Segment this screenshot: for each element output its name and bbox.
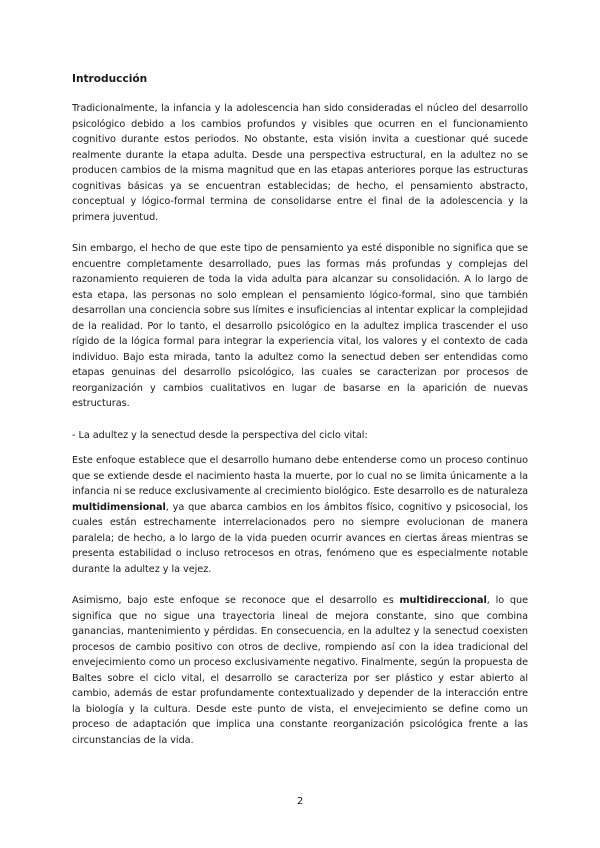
term-multidireccional: multidireccional [399, 595, 487, 606]
paragraph-3-text-b: , ya que abarca cambios en los ámbitos físico, cognitivo y psicosocial, los cuales están estrechamente interrelacionados pero no siempre evolucionan de manera paralela; de hecho, a lo largo de la vida pueden ocurrir avances en ciertas áreas mientras se presenta estabilidad o incluso retrocesos en otras, fenómeno que es especialmente notable durante la adultez y la vejez. [72, 501, 528, 575]
term-multidimensional: multidimensional [72, 501, 166, 513]
paragraph-4 [72, 593, 528, 748]
paragraph-4-text-a: Asimismo, bajo este enfoque se reconoce que el desarrollo es [72, 595, 400, 606]
page-body [72, 72, 528, 764]
paragraph-1: Tradicionalmente, la infancia y la adolescencia han sido consideradas el núcleo del desarrollo psicológico debido a los cambios profundos y visibles que ocurren en el funcionamiento cognitivo durante estos periodos. No obstante, esta visión invita a cuestionar qué sucede realmente durante la etapa adulta. Desde una perspectiva estructural, en la adultez no se producen cambios de la misma magnitud que en las etapas anteriores porque las estructuras cognitivas básicas ya se encuentran establecidas; de hecho, el pensamiento abstracto, conceptual y lógico-formal termina de consolidarse entre el final de la adolescencia y la primera juventud. [72, 103, 528, 223]
paragraph-2: Sin embargo, el hecho de que este tipo de pensamiento ya esté disponible no significa que se encuentre completamente desarrollado, pues las formas más profundas y complejas del razonamiento requieren de toda la vida adulta para alcanzar su consolidación. A lo largo de esta etapa, las personas no solo emplean el pensamiento lógico-formal, sino que también desarrollan una conciencia sobre sus límites e insuficiencias al intentar explicar la complejidad de la realidad. Por lo tanto, el desarrollo psicológico en la adultez implica trascender el uso rígido de la lógica formal para integrar la experiencia vital, los valores y el contexto de cada individuo. Bajo esta mirada, tanto la adultez como la senectud deben ser entendidas como etapas genuinas del desarrollo psicológico, las cuales se caracterizan por procesos de reorganización y cambios cualitativos en lugar de basarse en la aparición de nuevas estructuras. [72, 243, 528, 409]
paragraph-3 [72, 453, 528, 577]
paragraph-3-text-a: Este enfoque establece que el desarrollo humano debe entenderse como un proceso continuo que se extiende desde el nacimiento hasta la muerte, por lo cual no se limita únicamente a la infancia ni se reduce exclusivamente al crecimiento biológico. Este desarrollo es de naturaleza [72, 455, 528, 497]
page-number: 2 [296, 796, 304, 807]
subheading: - La adultez y la senectud desde la perspectiva del ciclo vital: [72, 429, 368, 441]
section-heading: Introducción [72, 73, 148, 85]
paragraph-4-text-b: , lo que significa que no sigue una trayectoria lineal de mejora constante, sino que combina ganancias, mantenimiento y pérdidas. En consecuencia, en la adultez y la senectud coexisten procesos de cambio positivo con otros de declive, rompiendo así con la idea tradicional del envejecimiento como un proceso exclusivamente negativo. Finalmente, según la propuesta de Baltes sobre el ciclo vital, el desarrollo se caracteriza por ser plástico y estar abierto al cambio, además de estar profundamente contextualizado y depender de la interacción entre la biología y la cultura. Desde este punto de vista, el envejecimiento se define como un proceso de adaptación que implica una constante reorganización psicológica frente a las circunstancias de la vida. [72, 595, 528, 746]
